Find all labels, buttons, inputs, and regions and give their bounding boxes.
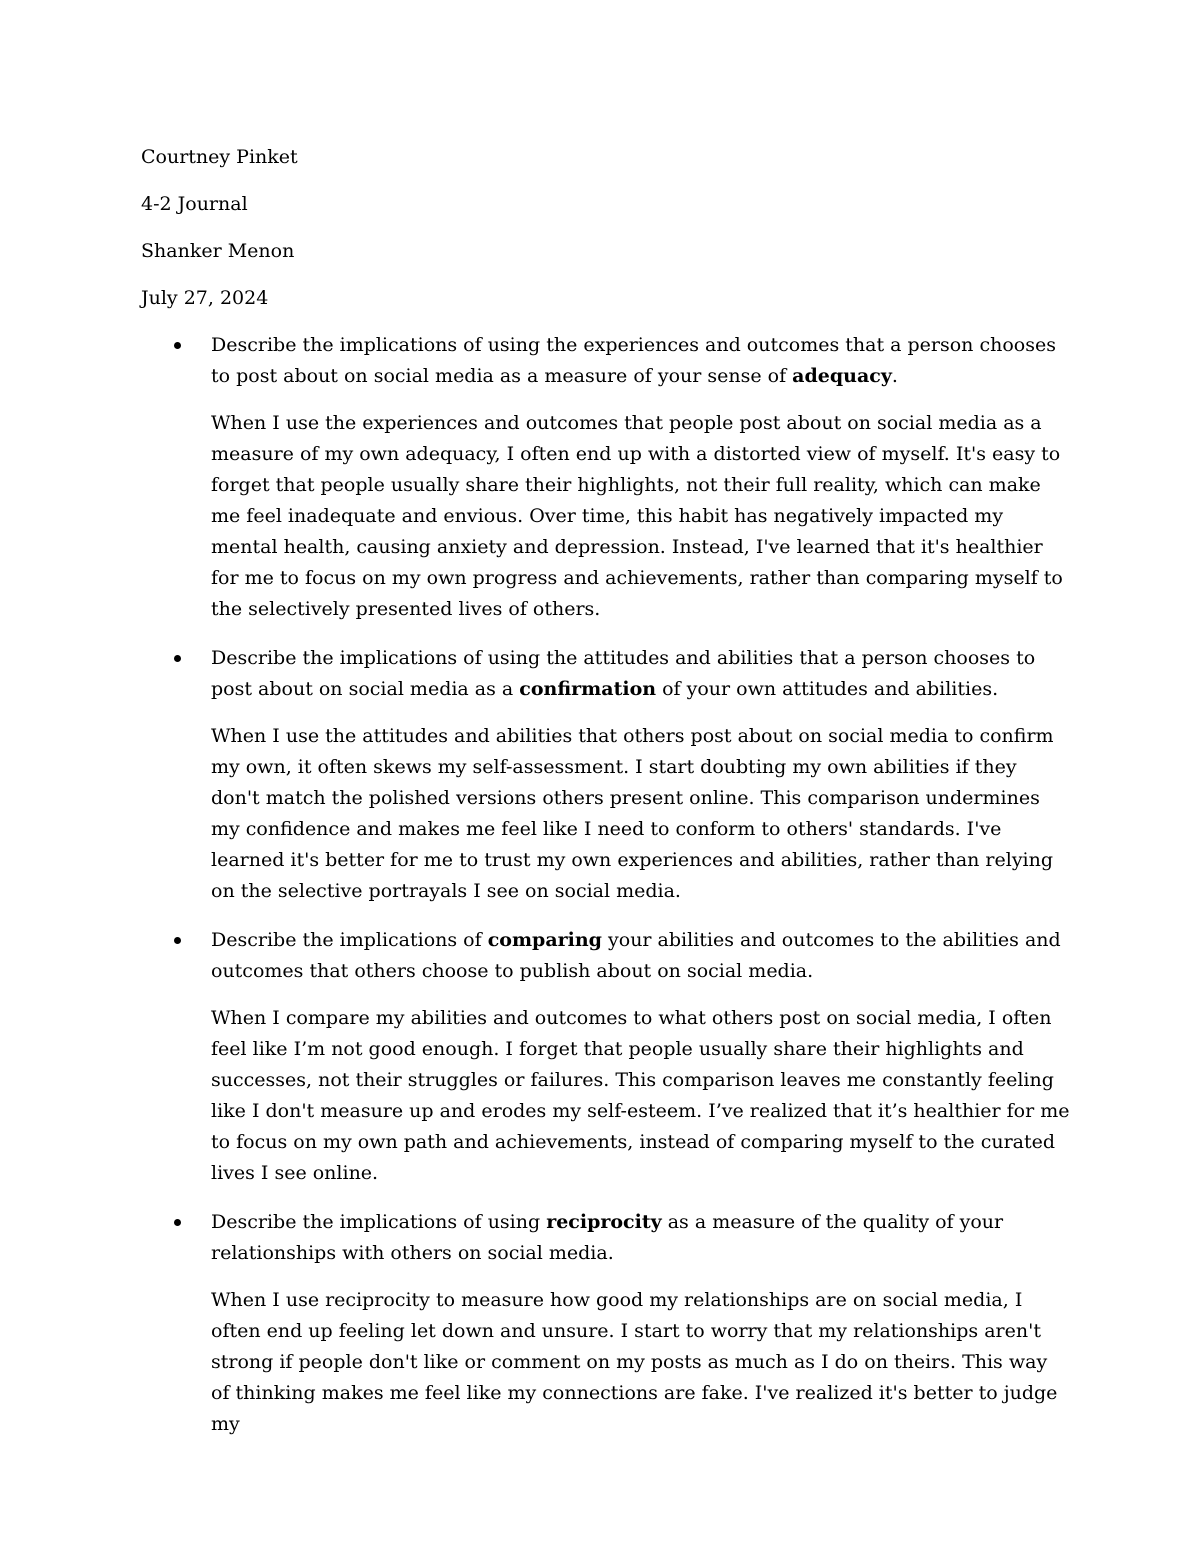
list-item-confirmation	[141, 643, 1071, 907]
question-prompt: Describe the implications of using the experiences and outcomes that a person chooses to post about on social media as a measure of your sense of adequacy.	[211, 334, 1056, 387]
bullet-icon	[174, 342, 181, 349]
list-item-reciprocity	[141, 1207, 1071, 1440]
bullet-icon	[174, 655, 181, 662]
answer-paragraph: When I use the experiences and outcomes that people post about on social media as a measure of my own adequacy, I often end up with a distorted view of myself. It's easy to forget that people usually share their highlights, not their full reality, which can make me feel inadequate and envious. Over time, this habit has negatively impacted my mental health, causing anxiety and depression. Instead, I've learned that it's healthier for me to focus on my own progress and achievements, rather than comparing myself to the selectively presented lives of others.	[211, 412, 1063, 620]
bold-term: reciprocity	[546, 1211, 662, 1233]
list-item-comparing	[141, 925, 1071, 1189]
question-prompt: Describe the implications of using reciprocity as a measure of the quality of your relationships with others on social media.	[211, 1211, 1004, 1264]
answer-paragraph: When I compare my abilities and outcomes to what others post on social media, I often feel like I’m not good enough. I forget that people usually share their highlights and successes, not their struggles or failures. This comparison leaves me constantly feeling like I don't measure up and erodes my self-esteem. I’ve realized that it’s healthier for me to focus on my own path and achievements, instead of comparing myself to the curated lives I see online.	[211, 1007, 1070, 1184]
question-prompt: Describe the implications of comparing your abilities and outcomes to the abilities and outcomes that others choose to publish about on social media.	[211, 929, 1061, 982]
bold-term: confirmation	[519, 678, 657, 700]
bold-term: adequacy	[792, 365, 892, 387]
document-date: July 27, 2024	[141, 287, 269, 309]
instructor-name: Shanker Menon	[141, 240, 295, 262]
list-item-adequacy	[141, 330, 1071, 625]
bold-term: comparing	[487, 929, 602, 951]
answer-paragraph: When I use reciprocity to measure how good my relationships are on social media, I often end up feeling let down and unsure. I start to worry that my relationships aren't strong if people don't like or comment on my posts as much as I do on theirs. This way of thinking makes me feel like my connections are fake. I've realized it's better to judge my	[211, 1289, 1058, 1435]
assignment-title: 4-2 Journal	[141, 193, 248, 215]
question-prompt: Describe the implications of using the attitudes and abilities that a person chooses to post about on social media as a confirmation of your own attitudes and abilities.	[211, 647, 1036, 700]
bullet-icon	[174, 937, 181, 944]
bullet-icon	[174, 1219, 181, 1226]
author-name: Courtney Pinket	[141, 146, 298, 168]
answer-paragraph: When I use the attitudes and abilities that others post about on social media to confirm my own, it often skews my self-assessment. I start doubting my own abilities if they don't match the polished versions others present online. This comparison undermines my confidence and makes me feel like I need to conform to others' standards. I've learned it's better for me to trust my own experiences and abilities, rather than relying on the selective portrayals I see on social media.	[211, 725, 1054, 902]
